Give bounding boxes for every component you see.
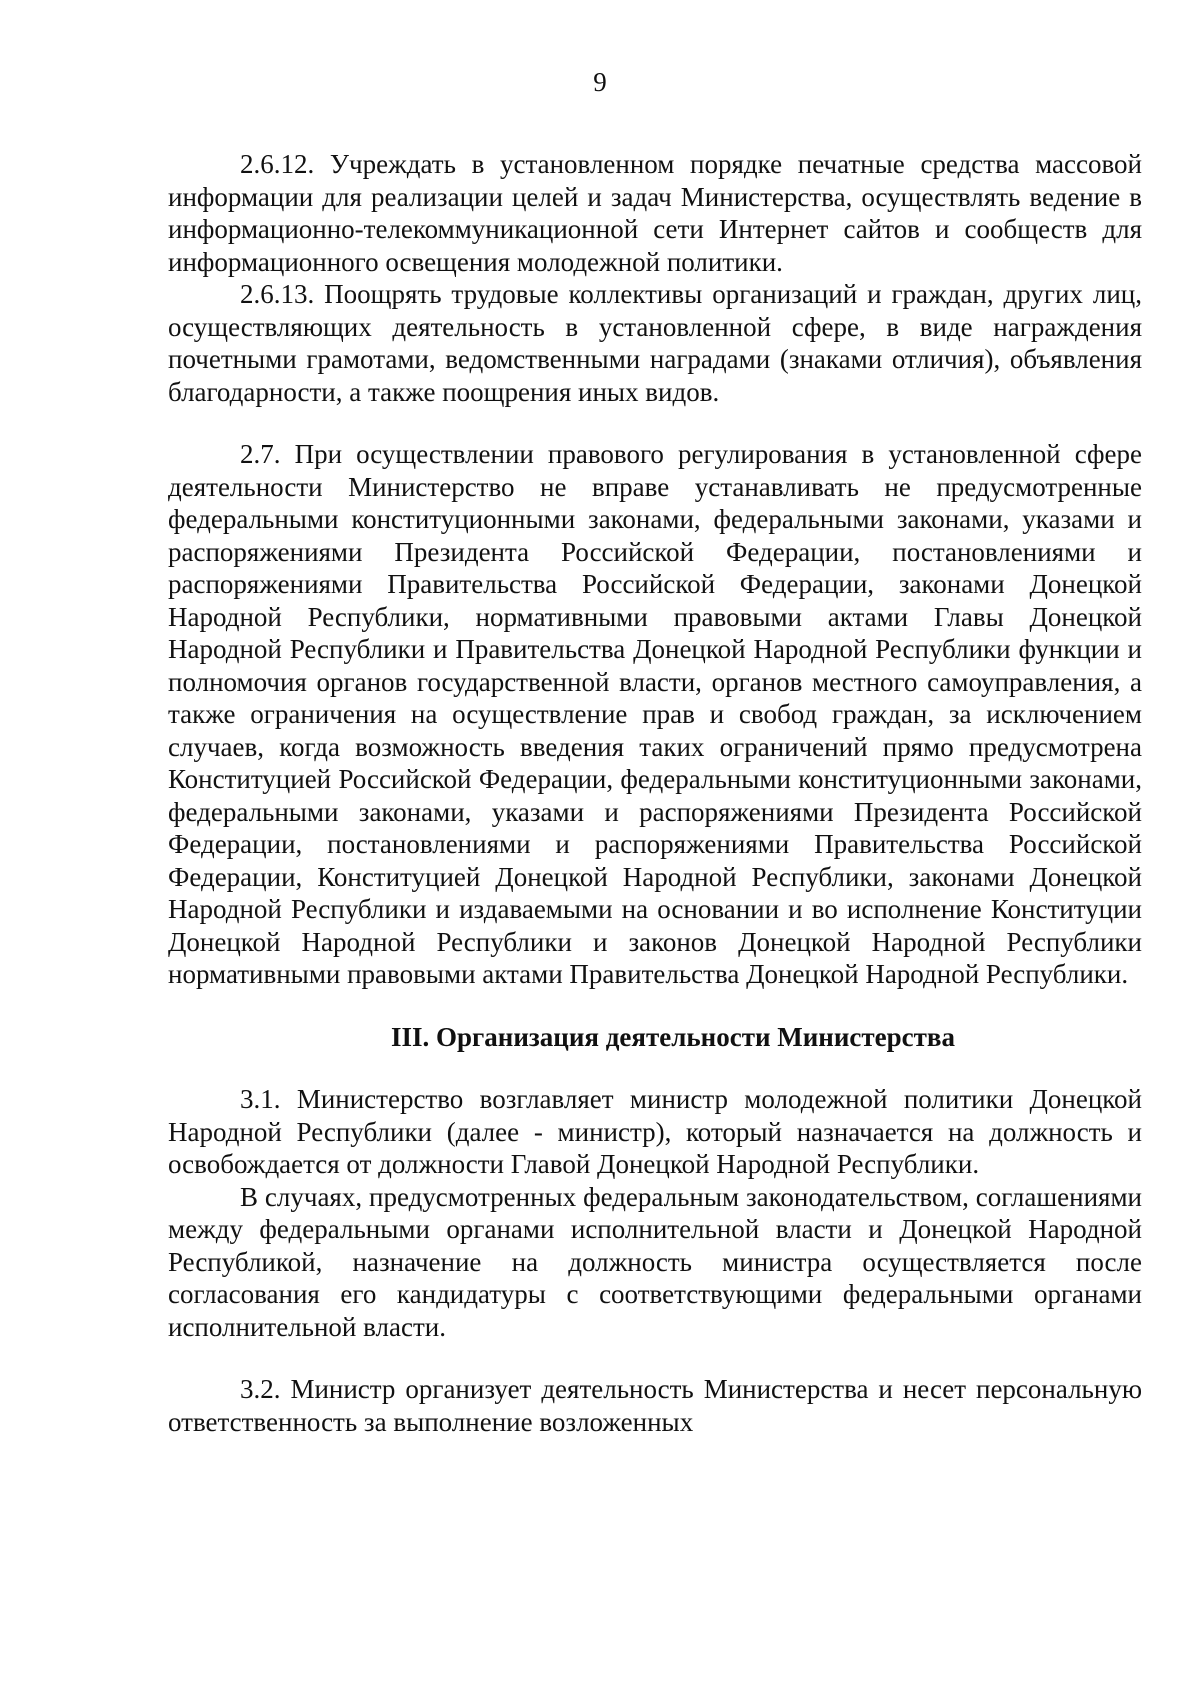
paragraph-2-6-13: 2.6.13. Поощрять трудовые коллективы организаций и граждан, других лиц, осуществляющих деятельность в установленной сфере, в виде награждения почетными грамотами, ведомственными наградами (знаками отличия), объявления благодарности, а также поощрения иных видов. [168,279,1142,407]
section-3-heading: III. Организация деятельности Министерства [391,1021,955,1052]
spacer [168,1343,1142,1373]
paragraph-2-6-12: 2.6.12. Учреждать в установленном порядке печатные средства массовой информации для реализации целей и задач Министерства, осуществлять ведение в информационно-телекоммуникационной сети Интернет сайтов и сообществ для информационного освещения молодежной политики. [168,149,1142,277]
paragraph-3-2: 3.2. Министр организует деятельность Министерства и несет персональную ответственность за выполнение возложенных [168,1374,1142,1437]
spacer [168,1053,1142,1083]
document-body [168,148,1142,1438]
page-number: 9 [593,67,607,97]
paragraph-2-7: 2.7. При осуществлении правового регулирования в установленной сфере деятельности Министерство не вправе устанавливать не предусмотренные федеральными конституционными законами, федеральными законами, указами и распоряжениями Президента Российской Федерации, постановлениями и распоряжениями Правительства Российской Федерации, законами Донецкой Народной Республики, нормативными правовыми актами Главы Донецкой Народной Республики и Правительства Донецкой Народной Республики функции и полномочия органов государственной власти, органов местного самоуправления, а также ограничения на осуществление прав и свобод граждан, за исключением случаев, когда возможность введения таких ограничений прямо предусмотрена Конституцией Российской Федерации, федеральными конституционными законами, федеральными законами, указами и распоряжениями Президента Российской Федерации, постановлениями и распоряжениями Правительства Российской Федерации, Конституцией Донецкой Народной Республики, законами Донецкой Народной Республики и издаваемыми на основании и во исполнение Конституции Донецкой Народной Республики и законов Донецкой Народной Республики нормативными правовыми актами Правительства Донецкой Народной Республики. [168,439,1142,989]
spacer [168,408,1142,438]
paragraph-3-1: 3.1. Министерство возглавляет министр молодежной политики Донецкой Народной Республики (далее - министр), который назначается на должность и освобождается от должности Главой Донецкой Народной Республики. [168,1084,1142,1179]
spacer [168,991,1142,1021]
paragraph-3-1-continued: В случаях, предусмотренных федеральным законодательством, соглашениями между федеральными органами исполнительной власти и Донецкой Народной Республикой, назначение на должность министра осуществляется после согласования его кандидатуры с соответствующими федеральными органами исполнительной власти. [168,1181,1142,1342]
